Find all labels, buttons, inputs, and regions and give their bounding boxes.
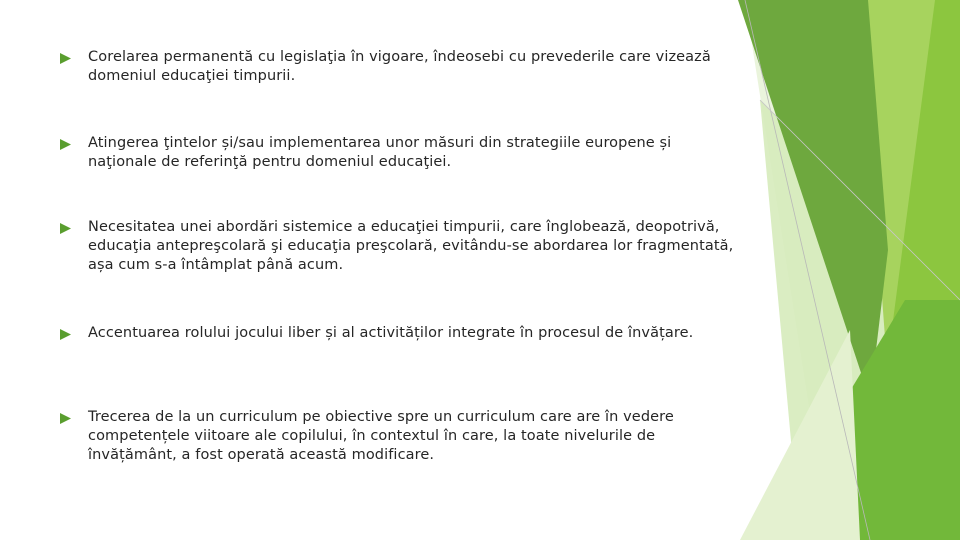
triangle-right-icon [60, 134, 88, 150]
bullet-text: Necesitatea unei abordări sistemice a educaţiei timpurii, care înglobează, deopotrivă, educaţia antepreşcolară şi educaţia preşcolară, evitându-se abordarea lor fragmentată, așa cum s-a întâmplat până acum. [88, 219, 734, 273]
list-item [60, 408, 740, 465]
triangle-right-icon [60, 48, 88, 64]
list-item [60, 134, 740, 172]
list-item [60, 48, 740, 86]
triangle-right-icon [60, 324, 88, 340]
bullet-text: Atingerea ţintelor și/sau implementarea unor măsuri din strategiile europene și naţionale de referinţă pentru domeniul educaţiei. [88, 135, 672, 170]
triangle-right-icon [60, 408, 88, 424]
bullet-text: Trecerea de la un curriculum pe obiective spre un curriculum care are în vedere competențele viitoare ale copilului, în contextul în care, la toate nivelurile de învățământ, a fost operată această modificare. [88, 409, 674, 463]
bullet-text: Accentuarea rolului jocului liber și al activităților integrate în procesul de învățare. [88, 325, 694, 341]
list-item [60, 218, 740, 275]
triangle-right-icon [60, 218, 88, 234]
list-item [60, 324, 740, 343]
bullet-text: Corelarea permanentă cu legislaţia în vigoare, îndeosebi cu prevederile care vizează domeniul educaţiei timpurii. [88, 49, 711, 84]
